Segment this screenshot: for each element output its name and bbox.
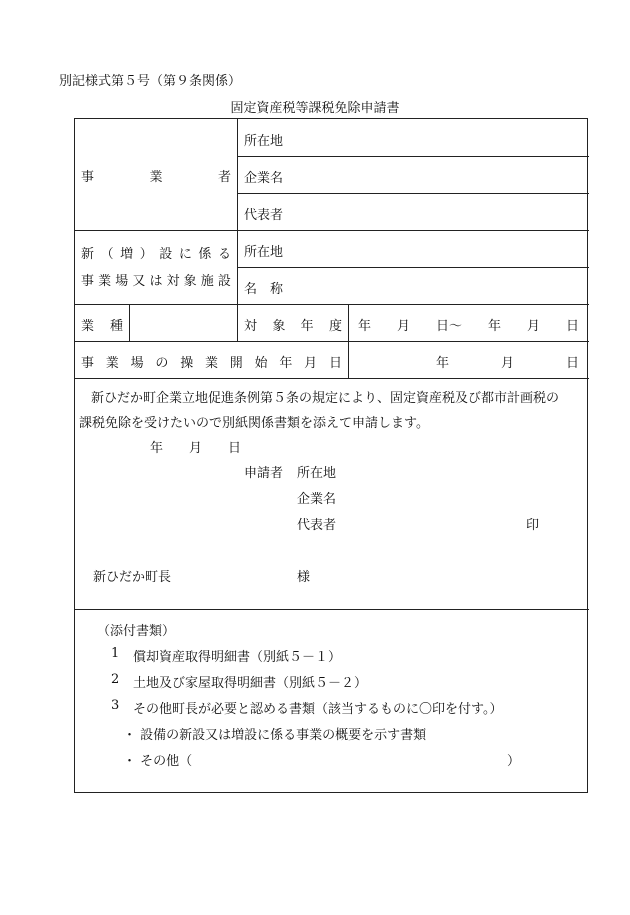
seal-mark: 印 [526, 518, 540, 533]
attachment-number-3: 3 [111, 698, 120, 713]
start-date-value: 年 月 日 [435, 356, 579, 371]
attachment-number-1: 1 [111, 646, 120, 661]
document-title: 固定資産税等課税免除申請書 [230, 101, 400, 116]
start-date-label: 事 業 場 の 操 業 開 始 年 月 日 [81, 356, 342, 371]
addressee: 新ひだか町長 [93, 570, 172, 585]
facility-name-label: 名 称 [244, 282, 284, 297]
target-period-value: 年 月 日～ 年 月 日 [357, 319, 579, 334]
applicant-label: 申請者 [244, 466, 284, 481]
target-year-label: 対 象 年 度 [244, 319, 342, 334]
applicant-company-label: 企業名 [297, 492, 337, 507]
form-number-header: 別記様式第５号（第９条関係） [59, 74, 242, 89]
facility-address-label: 所在地 [244, 245, 284, 260]
applicant-representative-label: 代表者 [297, 518, 337, 533]
facility-label-line1: 新 （ 増 ） 設 に 係 る [81, 247, 231, 262]
industry-label: 業 種 [81, 319, 123, 334]
application-paragraph-line1: 新ひだか町企業立地促進条例第５条の規定により、固定資産税及び都市計画税の [91, 391, 560, 406]
attachments-heading: （添付書類） [97, 624, 176, 639]
application-form [74, 118, 588, 793]
attachment-item-1: 償却資産取得明細書（別紙５－１） [133, 650, 342, 665]
attachment-subitem-1: ・ 設備の新設又は増設に係る事業の概要を示す書類 [123, 728, 427, 743]
operator-representative-label: 代表者 [244, 208, 284, 223]
application-paragraph-line2: 課税免除を受けたいので別紙関係書類を添えて申請します。 [79, 416, 429, 431]
attachment-close-paren: ） [507, 754, 521, 769]
business-operator-label: 事 業 者 [81, 170, 231, 185]
attachment-item-3: その他町長が必要と認める書類（該当するものに〇印を付す。） [133, 702, 503, 717]
attachment-subitem-2: ・ その他（ [123, 754, 193, 769]
operator-address-label: 所在地 [244, 134, 284, 149]
attachment-number-2: 2 [111, 672, 120, 687]
honorific: 様 [297, 570, 311, 585]
operator-company-label: 企業名 [244, 171, 284, 186]
attachment-item-2: 土地及び家屋取得明細書（別紙５－２） [133, 676, 368, 691]
applicant-address-label: 所在地 [297, 466, 337, 481]
application-date: 年 月 日 [150, 441, 242, 456]
facility-label-line2: 事 業 場 又 は 対 象 施 設 [81, 274, 231, 289]
